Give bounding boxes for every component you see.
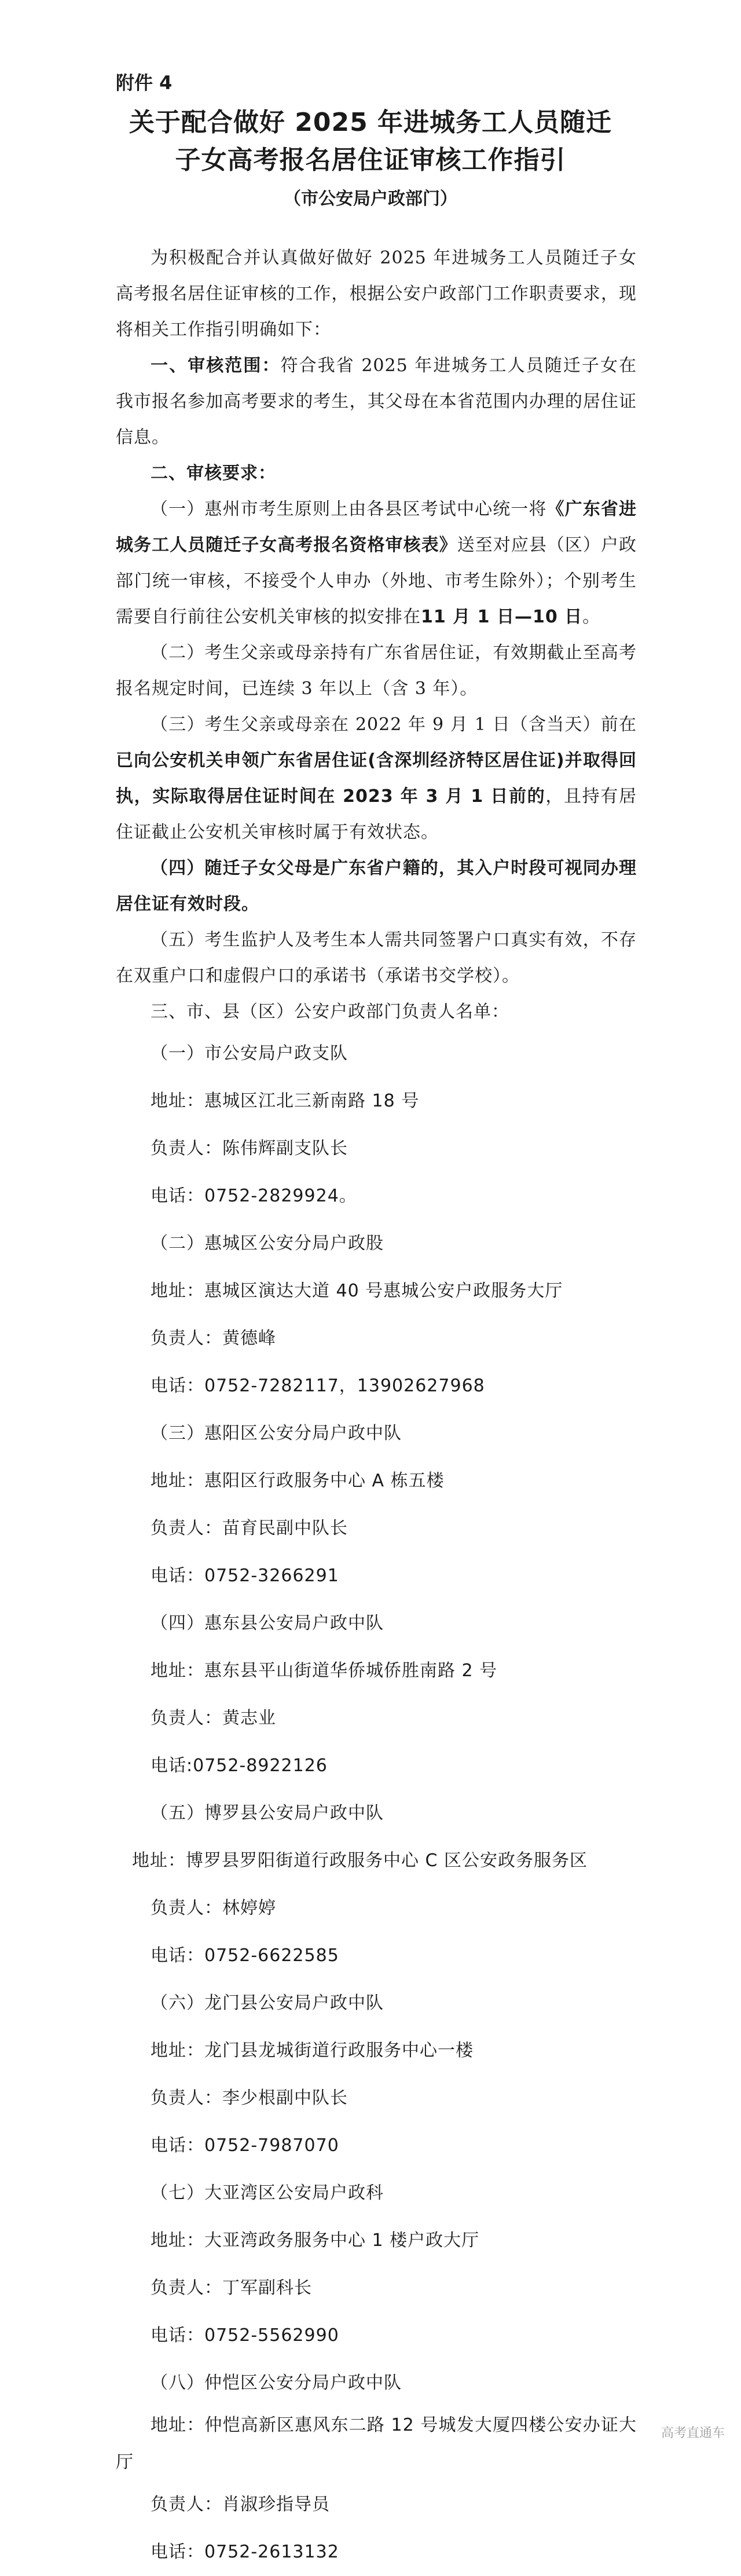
- contact-unit: （三）惠阳区公安分局户政中队: [151, 1423, 402, 1443]
- requirement-3-emphasis: 已向公安机关申领广东省居住证(含深圳经济特区居住证)并取得回执，实际取得居住证时间在 2023 年 3 月 1 日前的: [116, 750, 637, 807]
- contact-phone: 电话：0752-7987070: [151, 2135, 339, 2156]
- contact-address: 地址：惠东县平山街道华侨城侨胜南路 2 号: [151, 1661, 498, 1681]
- document-title-line-1: 关于配合做好 2025 年进城务工人员随迁: [129, 108, 612, 137]
- requirements-heading: 二、审核要求：: [151, 463, 276, 483]
- requirement-1: [116, 492, 637, 635]
- document-body: [116, 240, 637, 2576]
- contact-block: [116, 1600, 637, 1790]
- requirement-2: （二）考生父亲或母亲持有广东省居住证，有效期截止至高考报名规定时间，已连续 3 年以上（含 3 年）。: [116, 643, 637, 699]
- contacts-list: [116, 1030, 637, 2576]
- scope-paragraph: [116, 348, 637, 456]
- contact-person: 负责人：李少根副中队长: [151, 2088, 348, 2108]
- contact-block: [116, 2170, 637, 2359]
- contact-phone: 电话：0752-6622585: [151, 1945, 339, 1966]
- contact-unit: （二）惠城区公安分局户政股: [151, 1233, 384, 1254]
- contact-unit: （八）仲恺区公安分局户政中队: [151, 2373, 402, 2393]
- requirement-5: （五）考生监护人及考生本人需共同签署户口真实有效，不存在双重户口和虚假户口的承诺书（承诺书交学校）。: [116, 930, 637, 986]
- contact-block: [116, 1410, 637, 1600]
- contact-unit: （四）惠东县公安局户政中队: [151, 1613, 384, 1633]
- contact-person: 负责人：黄德峰: [151, 1328, 276, 1349]
- contact-address: 地址：大亚湾政务服务中心 1 楼户政大厅: [151, 2230, 480, 2251]
- contact-person: 负责人：苗育民副中队长: [151, 1518, 348, 1538]
- requirement-1-date: 11 月 1 日—10 日: [421, 607, 583, 627]
- contact-person: 负责人：黄志业: [151, 1708, 276, 1728]
- requirement-3-text-a: （三）考生父亲或母亲在 2022 年 9 月 1 日（含当天）前在: [151, 714, 637, 735]
- contact-block: [116, 1220, 637, 1410]
- requirement-3-text-b: ，且持有居住证截止公安机关审核时属于有效状态。: [116, 786, 637, 842]
- contact-phone: 电话:0752-8922126: [151, 1756, 328, 1776]
- contact-unit: （一）市公安局户政支队: [151, 1043, 348, 1064]
- scope-text: 符合我省 2025 年进城务工人员随迁子女在我市报名参加高考要求的考生，其父母在本省范围内办理的居住证信息。: [116, 356, 637, 448]
- contact-address: 地址：惠城区江北三新南路 18 号: [151, 1091, 420, 1111]
- requirement-3: [116, 707, 637, 851]
- requirement-4: （四）随迁子女父母是广东省户籍的，其入户时段可视同办理居住证有效时段。: [116, 858, 637, 914]
- contact-person: 负责人：丁军副科长: [151, 2278, 312, 2298]
- contacts-heading: 三、市、县（区）公安户政部门负责人名单：: [151, 1002, 509, 1022]
- contact-block: [116, 1980, 637, 2170]
- contact-address: 地址：惠阳区行政服务中心 A 栋五楼: [151, 1471, 445, 1491]
- contact-address: 地址：仲恺高新区惠风东二路 12 号城发大厦四楼公安办证大厅: [116, 2415, 637, 2472]
- contact-block: [116, 1030, 637, 1220]
- contact-address: 地址：惠城区演达大道 40 号惠城公安户政服务大厅: [151, 1281, 563, 1301]
- contact-phone: 电话：0752-5562990: [151, 2325, 339, 2346]
- contact-person: 负责人：陈伟辉副支队长: [151, 1138, 348, 1159]
- document-title-line-2: 子女高考报名居住证审核工作指引: [175, 145, 566, 175]
- requirement-1-text-a: （一）惠州市考生原则上由各县区考试中心统一将: [151, 499, 547, 519]
- requirement-1-end: 。: [582, 607, 601, 627]
- contact-phone: 电话：0752-2613132: [151, 2542, 339, 2562]
- contact-phone: 电话：0752-3266291: [151, 1566, 339, 1586]
- requirement-1-form-name: 《广东省进城务工人员随迁子女高考报名资格审核表》: [116, 499, 637, 555]
- attachment-label: 附件 4: [116, 72, 173, 94]
- contact-person: 负责人：肖淑珍指导员: [151, 2494, 330, 2515]
- intro-paragraph: 为积极配合并认真做好做好 2025 年进城务工人员随迁子女高考报名居住证审核的工作，根据公安户政部门工作职责要求，现将相关工作指引明确如下：: [116, 248, 637, 340]
- issuing-department: （市公安局户政部门）: [284, 189, 457, 209]
- contact-block: [116, 1790, 637, 1980]
- contact-person: 负责人：林婷婷: [151, 1898, 276, 1918]
- contact-unit: （七）大亚湾区公安局户政科: [151, 2183, 384, 2203]
- contact-address: 地址：博罗县罗阳街道行政服务中心 C 区公安政务服务区: [132, 1851, 588, 1871]
- contact-address: 地址：龙门县龙城街道行政服务中心一楼: [151, 2040, 474, 2061]
- contact-block: [116, 2359, 637, 2576]
- watermark-text: 高考直通车: [661, 2426, 725, 2441]
- scope-heading: 一、审核范围：: [151, 356, 281, 376]
- requirement-1-text-b: 送至对应县（区）户政部门统一审核，不接受个人申办（外地、市考生除外）；个别考生需要自行前往公安机关审核的拟安排在: [116, 535, 637, 627]
- contact-phone: 电话：0752-2829924。: [151, 1186, 357, 1206]
- contact-unit: （六）龙门县公安局户政中队: [151, 1993, 384, 2013]
- contact-unit: （五）博罗县公安局户政中队: [151, 1803, 384, 1823]
- contact-phone: 电话：0752-7282117，13902627968: [151, 1376, 485, 1396]
